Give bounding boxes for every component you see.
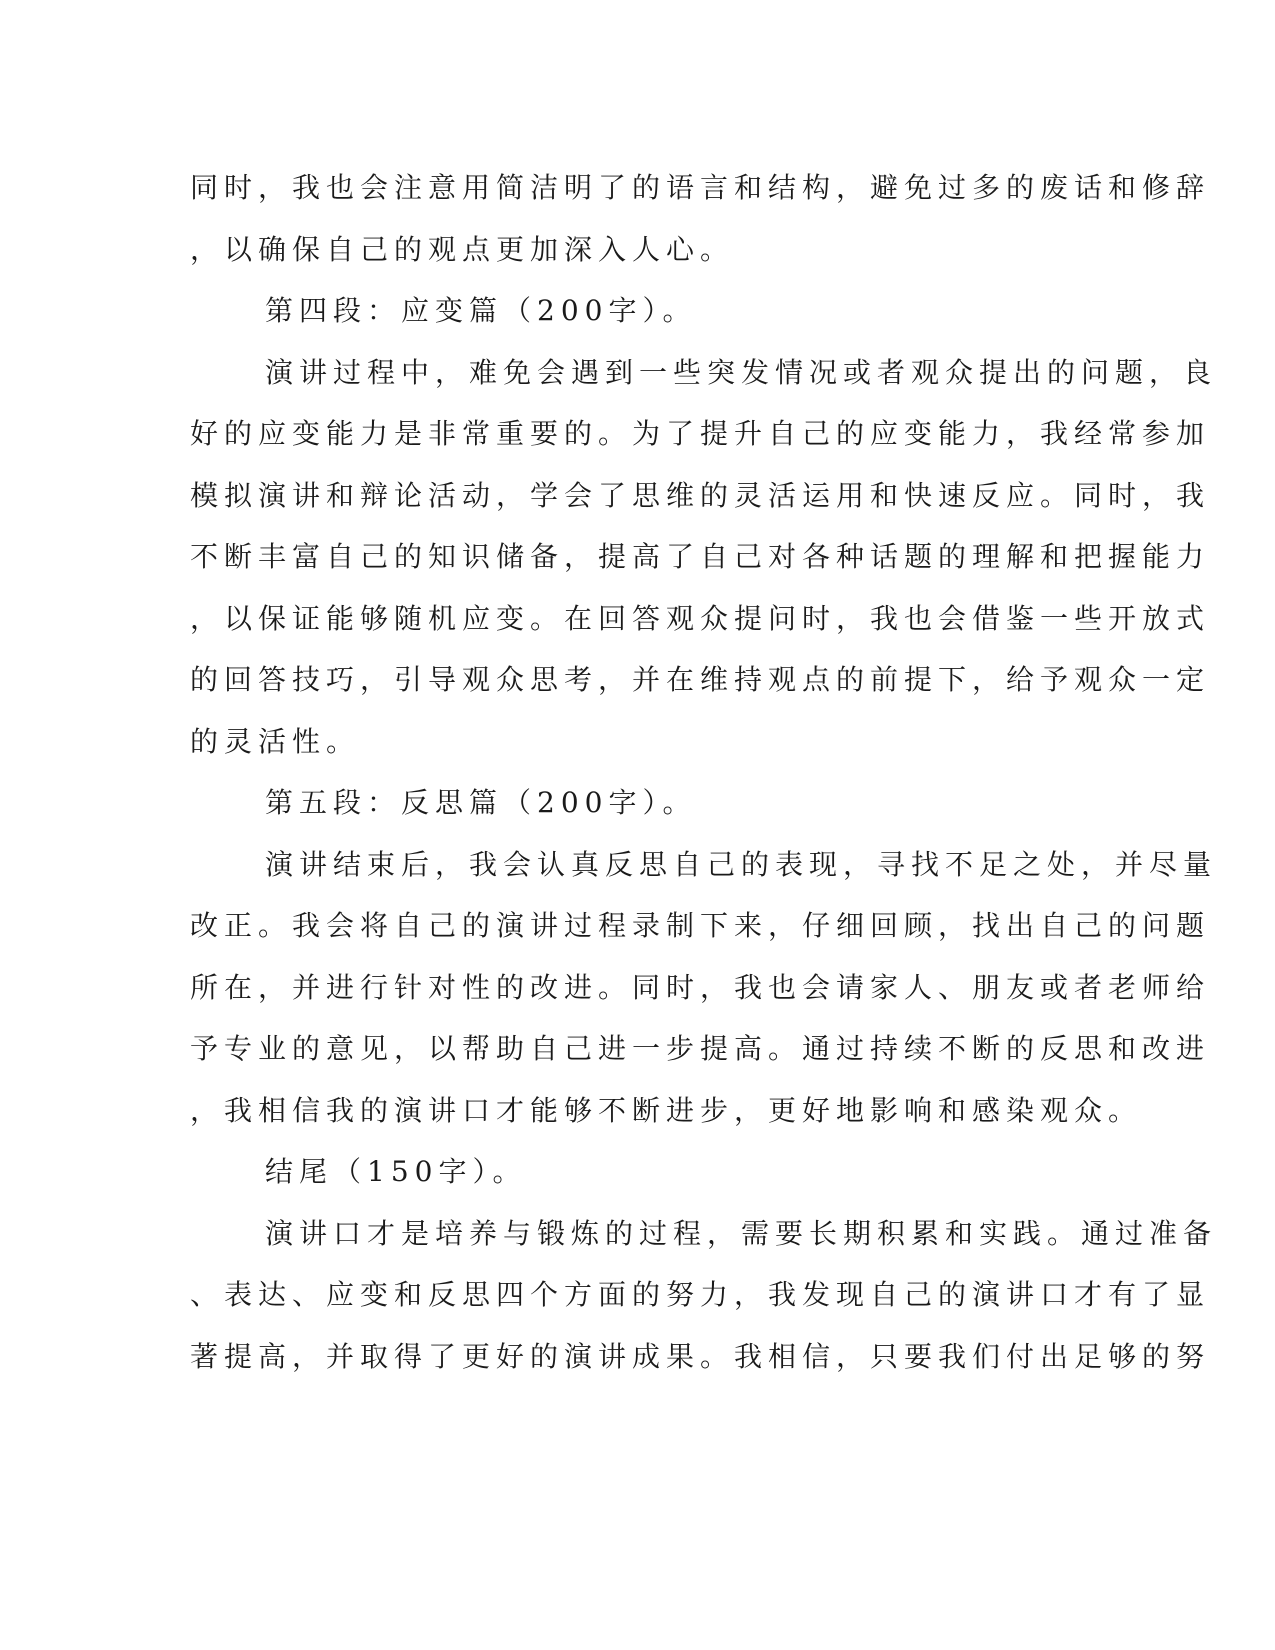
text-line: 的回答技巧，引导观众思考，并在维持观点的前提下，给予观众一定 <box>190 663 1211 696</box>
text-line: ，以保证能够随机应变。在回答观众提问时，我也会借鉴一些开放式 <box>190 601 1211 635</box>
text-line: 不断丰富自己的知识储备，提高了自己对各种话题的理解和把握能力 <box>190 540 1211 573</box>
text-line: 演讲口才是培养与锻炼的过程，需要长期积累和实践。通过准备 <box>265 1216 1218 1250</box>
text-line: 模拟演讲和辩论活动，学会了思维的灵活运用和快速反应。同时，我 <box>190 478 1211 512</box>
text-line: 演讲结束后，我会认真反思自己的表现，寻找不足之处，并尽量 <box>265 847 1218 881</box>
section-heading: 结尾（150字）。 <box>265 1155 527 1188</box>
section-heading: 第四段：应变篇（200字）。 <box>265 294 697 327</box>
section-heading: 第五段：反思篇（200字）。 <box>265 786 697 819</box>
text-line: 所在，并进行针对性的改进。同时，我也会请家人、朋友或者老师给 <box>190 970 1211 1004</box>
text-line: ，以确保自己的观点更加深入人心。 <box>190 232 735 266</box>
text-line: 、表达、应变和反思四个方面的努力，我发现自己的演讲口才有了显 <box>190 1278 1211 1311</box>
text-line: 好的应变能力是非常重要的。为了提升自己的应变能力，我经常参加 <box>190 417 1211 450</box>
text-line: 演讲过程中，难免会遇到一些突发情况或者观众提出的问题，良 <box>265 355 1218 389</box>
text-line: 的灵活性。 <box>190 724 361 758</box>
text-line: 同时，我也会注意用简洁明了的语言和结构，避免过多的废话和修辞 <box>190 171 1211 204</box>
text-line: ，我相信我的演讲口才能够不断进步，更好地影响和感染观众。 <box>190 1093 1143 1127</box>
text-line: 著提高，并取得了更好的演讲成果。我相信，只要我们付出足够的努 <box>190 1339 1211 1373</box>
body-text <box>190 166 1218 1396</box>
text-line: 改正。我会将自己的演讲过程录制下来，仔细回顾，找出自己的问题 <box>190 909 1211 942</box>
text-line: 予专业的意见，以帮助自己进一步提高。通过持续不断的反思和改进 <box>190 1032 1211 1065</box>
